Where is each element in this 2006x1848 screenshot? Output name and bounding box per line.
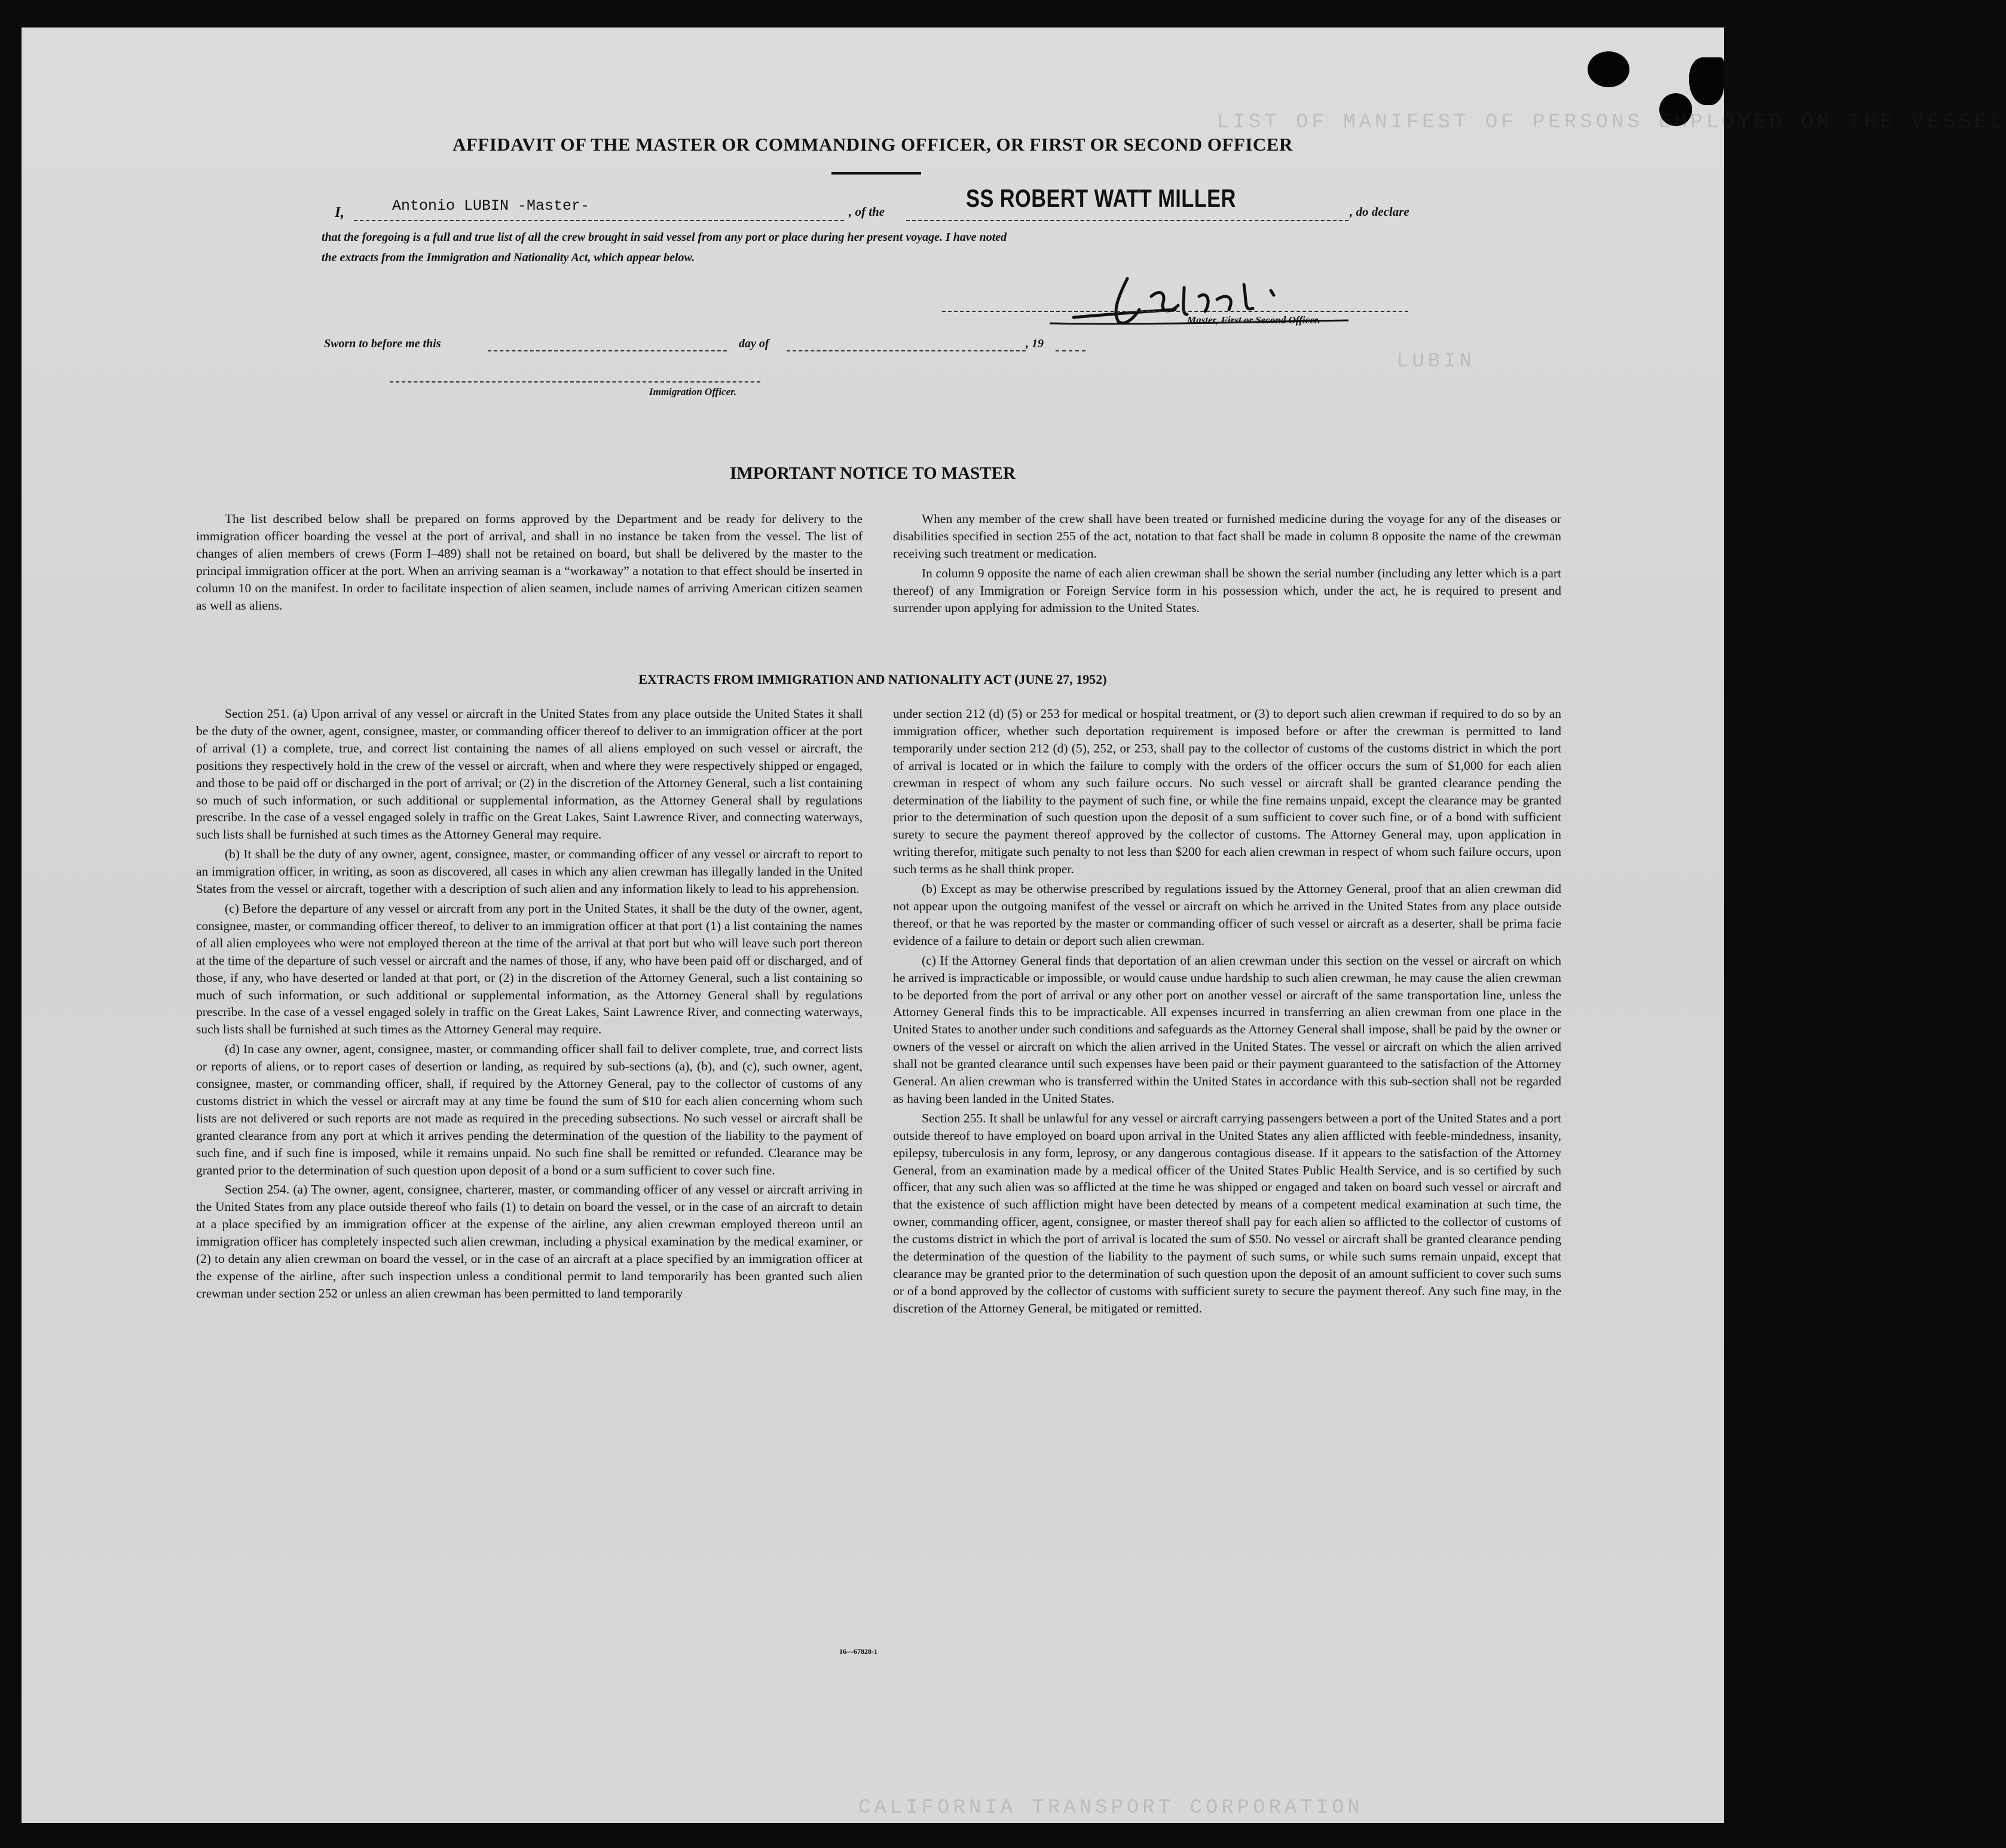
sworn-month-line — [787, 350, 1026, 351]
declaration-line-2: the extracts from the Immigration and Nationality Act, which appear below. — [322, 251, 695, 264]
officer-signature-line — [390, 381, 760, 383]
extract-paragraph: under section 212 (d) (5) or 253 for medical or hospital treatment, or (3) to deport such alien crewman if required to do so by an immigration officer, whether such deportation requirement is imposed before or after the crewman is permitted to land temporarily under section 212 (d) (5), 252, or 253, shall pay to the collector of customs of the customs district in which the port of arrival is located or in which the failure to comply with the orders of the officer occurs the sum of $1,000 for each alien crewman in respect of whom any such failure occurs. No such vessel or aircraft shall be granted clearance pending the determination of the liability to the payment of such fine, or while the fine remains unpaid, except the clearance may be granted prior to the determination of such question upon the deposit of a sum sufficient to cover such fine, or of a bond with sufficient surety to secure the payment thereof approved by the collector of customs. The Attorney General may, upon application in writing therefor, mitigate such penalty to not less than $200 for each alien crewman in respect of whom such failure occurs, upon such terms as he shall think proper. — [893, 706, 1561, 877]
declaration-line-1: that the foregoing is a full and true list of all the crew brought in said vessel from any port or place during her present voyage. I have noted — [322, 231, 1007, 244]
ink-blot — [1588, 51, 1629, 87]
bleed-through: LUBIN — [1396, 350, 1476, 373]
of-the-label: , of the — [849, 204, 885, 219]
extract-paragraph: (b) Except as may be otherwise prescribed by regulations issued by the Attorney General, proof that an alien crewman did not appear upon the outgoing manifest of the vessel or aircraft on which he arrived in the United States from any place outside thereof, or that he was reported by the master or commanding officer of such vessel or aircraft as a deserter, shall be prima facie evidence of a failure to detain or deport such alien crewman. — [893, 882, 1561, 948]
vessel-name-stamp: SS ROBERT WATT MILLER — [966, 184, 1236, 212]
sworn-year-line — [1056, 350, 1085, 351]
name-line — [354, 220, 844, 221]
affidavit-i-label: I, — [335, 204, 344, 221]
master-label: Master, — [1187, 314, 1219, 326]
extract-paragraph: (d) In case any owner, agent, consignee, master, or commanding officer shall fail to deliver complete, true, and correct lists or reports of aliens, or to report cases of desertion or landing, as required by sub-sections (a), (b), and (c), such owner, agent, consignee, master, or commanding officer, shall, if required by the Attorney General, pay to the collector of customs of any customs district in which the vessel or aircraft may at any time be found the sum of $10 for each alien concerning whom such lists are not delivered or such reports are not made as required in the preceding subsections. No such vessel or aircraft shall be granted clearance from any port at which it arrives pending the determination of the question of the liability to the payment of such fine, and if such fine is imposed, while it remains unpaid. No such fine shall be remitted or refunded. Clearance may be granted prior to the determination of such question upon deposit of a bond or a sum sufficient to cover such fine. — [196, 1042, 863, 1177]
notice-paragraph: When any member of the crew shall have been treated or furnished medicine during the voyage for any of the diseases or disabilities specified in section 255 of the act, notation to that fact shall be made in column 8 opposite the name of the crewman receiving such treatment or medication. — [893, 512, 1561, 561]
extract-paragraph: Section 254. (a) The owner, agent, consignee, charterer, master, or commanding officer of any vessel or aircraft arriving in the United States from any place outside thereof who fails (1) to detain on board the vessel, or in the case of an aircraft to detain at a place specified by an immigration officer at the expense of the airline, any alien crewman employed thereon until an immigration officer has completely inspected such alien crewman, including a physical examination by the medical examiner, or (2) to detain any alien crewman on board the vessel, or in the case of an aircraft at a place specified by an immigration officer at the expense of the airline, after such inspection unless a conditional permit to land temporarily has been granted such alien crewman under section 252 or unless an alien crewman has been permitted to land temporarily — [196, 1182, 863, 1301]
extract-paragraph: Section 255. It shall be unlawful for any vessel or aircraft carrying passengers between a port of the United States and a port outside thereof to have employed on board upon arrival in the United States any alien afflicted with feeble-mindedness, insanity, epilepsy, tuberculosis in any form, leprosy, or any dangerous contagious disease. If it appears to the satisfaction of the Attorney General, from an examination made by a medical officer of the United States Public Health Service, and is so certified by such officer, that any such alien was so afflicted at the time he was shipped or engaged and taken on board such vessel or aircraft and that the existence of such affliction might have been detected by means of a competent medical examination at such time, the owner, commanding officer, agent, consignee, or master thereof shall pay for each alien so afflicted to the collector of customs of the customs district in which the port of arrival is located the sum of $50. No vessel or aircraft shall be granted clearance pending the determination of the question of the liability to the payment of such sums, or while such sums remain unpaid, except that clearance may be granted prior to the determination of such question upon the deposit of an amount sufficient to cover such sums or of a bond approved by the collector of customs with sufficient surety to secure the payment thereof. Any such fine may, in the discretion of the Attorney General, be mitigated or remitted. — [893, 1110, 1561, 1315]
extracts-right-column — [893, 705, 1561, 1320]
extract-paragraph: (c) Before the departure of any vessel or aircraft from any port in the United States, it shall be the duty of the owner, agent, consignee, master, or commanding officer thereof, to deliver to an immigration officer at that port (1) a list containing the names of all alien employees who were not employed thereon at the time of the arrival at that port but who will leave such port thereon at the time of the departure of such vessel or aircraft and the names of those, if any, who have been paid off or discharged, and of those, if any, who have deserted or landed at that port, or (2) in the discretion of the Attorney General, such a list containing so much of such information, or such additional or supplemental information, as the Attorney General shall by regulations prescribe. In the case of a vessel engaged solely in traffic on the Great Lakes, Saint Lawrence River, and connecting waterways, such lists shall be furnished at such times as the Attorney General may require. — [196, 901, 863, 1037]
ink-blot — [1689, 57, 1724, 105]
signature-caption — [1187, 314, 1320, 326]
extract-paragraph: (b) It shall be the duty of any owner, agent, consignee, master, or commanding officer of any vessel or aircraft to report to an immigration officer, in writing, as soon as discovered, all cases in which any alien crewman has illegally landed in the United States from the vessel or aircraft, together with a description of such alien and any information likely to lead to his apprehension. — [196, 847, 863, 897]
vessel-line — [906, 220, 1348, 221]
sworn-day-line — [488, 350, 727, 351]
title-rule — [831, 172, 921, 175]
extracts-title: EXTRACTS FROM IMMIGRATION AND NATIONALITY ACT (JUNE 27, 1952) — [638, 672, 1107, 687]
extract-paragraph: (c) If the Attorney General finds that deportation of an alien crewman under this section on the vessel or aircraft on which he arrived is impracticable or impossible, or would cause undue hardship to such alien crewman, he may cause the alien crewman to be deported from the port of arrival or any other port on another vessel or aircraft of the same transportation line, unless the Attorney General finds this to be impracticable. All expenses incurred in transferring an alien crewman from one place in the United States to another under such conditions and safeguards as the Attorney General shall impose, shall be paid by the owner or owners of the vessel or aircraft on which the alien arrived in the United States. The vessel or aircraft on which the alien arrived shall not be granted clearance until such expenses have been paid or their payment guaranteed to the satisfaction of the Attorney General. An alien crewman who is transferred within the United States in accordance with this sub-section shall not be regarded as having been landed in the United States. — [893, 953, 1561, 1106]
affidavit-title: AFFIDAVIT OF THE MASTER OR COMMANDING OFFICER, OR FIRST OR SECOND OFFICER — [452, 134, 1293, 155]
struck-officer-label: First or Second Officer. — [1221, 314, 1320, 326]
master-name: Antonio LUBIN -Master- — [392, 197, 590, 215]
notice-right-column — [893, 510, 1561, 619]
extracts-left-column — [196, 705, 863, 1305]
signature-line — [942, 311, 1408, 312]
year-label: , 19 — [1026, 337, 1044, 350]
notice-paragraph: In column 9 opposite the name of each alien crewman shall be shown the serial number (including any letter which is a part thereof) of any Immigration or Foreign Service form in his possession which, under the act, he is required to present and surrender upon applying for admission to the United States. — [893, 565, 1561, 615]
notice-paragraph: The list described below shall be prepared on forms approved by the Department and be ready for delivery to the immigration officer boarding the vessel at the port of arrival, and shall in no instance be taken from the vessel. The list of changes of alien members of crews (Form I–489) shall not be retained on board, but shall be delivered by the master to the principal immigration officer at the port. When an arriving seaman is a “workaway” a notation to that effect should be inserted in column 10 on the manifest. In order to facilitate inspection of alien seamen, include names of arriving American citizen seamen as well as aliens. — [196, 512, 863, 613]
form-code: 16—67828-1 — [839, 1647, 877, 1656]
immigration-officer-label: Immigration Officer. — [649, 386, 737, 397]
bleed-through: CALIFORNIA TRANSPORT CORPORATION — [858, 1797, 1363, 1819]
do-declare-label: , do declare — [1350, 204, 1409, 219]
document-page — [22, 27, 2006, 1823]
day-of-label: day of — [739, 337, 769, 350]
sworn-label: Sworn to before me this — [324, 337, 441, 350]
notice-title: IMPORTANT NOTICE TO MASTER — [730, 464, 1016, 483]
bleed-through: LIST OF MANIFEST OF PERSONS EMPLOYED ON THE VESSEL — [1217, 111, 2006, 134]
notice-left-column — [196, 510, 863, 616]
extract-paragraph: Section 251. (a) Upon arrival of any vessel or aircraft in the United States from any place outside the United States it shall be the duty of the owner, agent, consignee, master, or commanding officer thereof to deliver to an immigration officer at the port of arrival (1) a complete, true, and correct list containing the names of all aliens employed on such vessel or aircraft, the positions they respectively hold in the crew of the vessel or aircraft, when and where they were respectively shipped or engaged, and those to be paid off or discharged in the port of arrival; or (2) in the discretion of the Attorney General, such a list containing so much of such information, or such additional or supplemental information, as the Attorney General shall by regulations prescribe. In the case of a vessel engaged solely in traffic on the Great Lakes, Saint Lawrence River, and connecting waterways, such lists shall be furnished at such times as the Attorney General may require. — [196, 706, 863, 842]
